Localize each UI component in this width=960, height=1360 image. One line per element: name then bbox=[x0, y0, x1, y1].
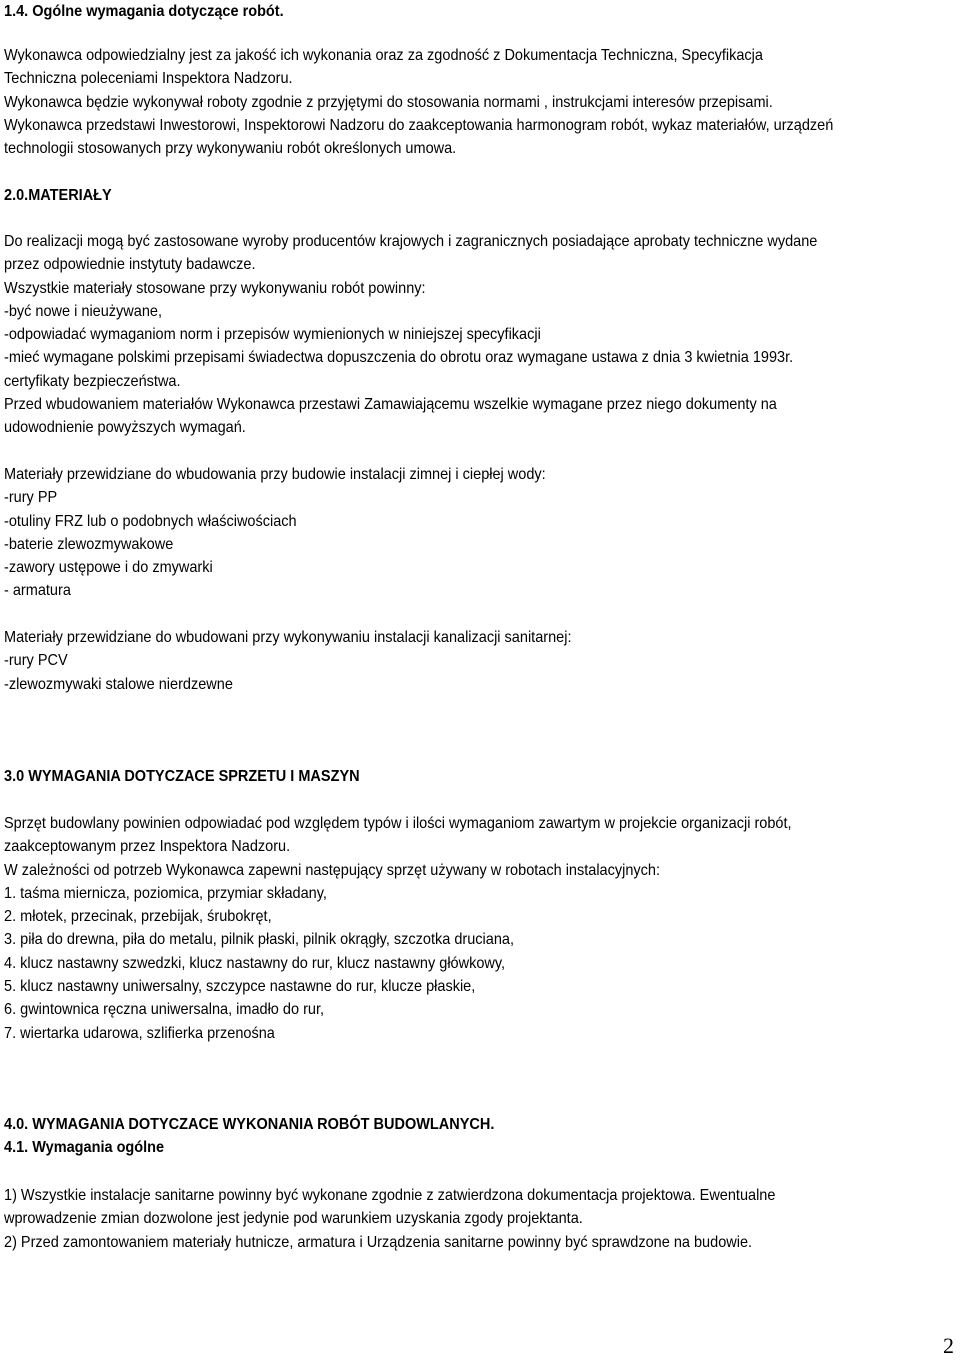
list-item: -rury PCV bbox=[4, 652, 68, 670]
section-2-0 bbox=[4, 184, 956, 207]
paragraph-line: Techniczna poleceniami Inspektora Nadzoru. bbox=[4, 70, 293, 88]
paragraph-line: Wykonawca odpowiedzialny jest za jakość ich wykonania oraz za zgodność z Dokumentacja Techniczna, Specyfikacja bbox=[4, 47, 763, 64]
list-intro: Materiały przewidziane do wbudowani przy wykonywaniu instalacji kanalizacji sanitarnej: bbox=[4, 629, 572, 646]
paragraph-line: Wykonawca będzie wykonywał roboty zgodnie z przyjętymi do stosowania normami , instrukcjami interesów przepisami. bbox=[4, 93, 773, 111]
list-intro: Materiały przewidziane do wbudowania przy budowie instalacji zimnej i ciepłej wody: bbox=[4, 466, 546, 483]
paragraph-line: Sprzęt budowlany powinien odpowiadać pod względem typów i ilości wymaganiom zawartym w projekcie organizacji robót, bbox=[4, 815, 792, 832]
list-item: 1. taśma miernicza, poziomica, przymiar składany, bbox=[4, 884, 327, 902]
list-item: 7. wiertarka udarowa, szlifierka przenośna bbox=[4, 1024, 275, 1042]
subsection-heading: 4.1. Wymagania ogólne bbox=[4, 1139, 165, 1157]
list-item: 2. młotek, przecinak, przebijak, śrubokręt, bbox=[4, 908, 272, 926]
list-item: - armatura bbox=[4, 582, 71, 600]
section-heading: 4.0. WYMAGANIA DOTYCZACE WYKONANIA ROBÓT BUDOWLANYCH. bbox=[4, 1116, 495, 1133]
paragraph-line: W zależności od potrzeb Wykonawca zapewni następujący sprzęt używany w robotach instalacyjnych: bbox=[4, 861, 661, 879]
section-2-0-body bbox=[4, 230, 956, 440]
list-item: -baterie zlewozmywakowe bbox=[4, 535, 174, 553]
section-1-4-body bbox=[4, 44, 956, 160]
paragraph-line: Do realizacji mogą być zastosowane wyroby producentów krajowych i zagranicznych posiadające aprobaty techniczne wydane bbox=[4, 233, 818, 250]
paragraph-line: -mieć wymagane polskimi przepisami świadectwa dopuszczenia do obrotu oraz wymagane ustawa z dnia 3 kwietnia 1993r. bbox=[4, 349, 794, 367]
list-item: -otuliny FRZ lub o podobnych właściwościach bbox=[4, 512, 297, 530]
section-heading: 1.4. Ogólne wymagania dotyczące robót. bbox=[4, 3, 284, 20]
paragraph-line: Wykonawca przedstawi Inwestorowi, Inspektorowi Nadzoru do zaakceptowania harmonogram robót, wykaz materiałów, urządzeń bbox=[4, 116, 834, 134]
list-item: 6. gwintownica ręczna uniwersalna, imadło do rur, bbox=[4, 1001, 325, 1019]
page-number: 2 bbox=[943, 1333, 954, 1358]
paragraph-line: wprowadzenie zmian dozwolone jest jedynie pod warunkiem uzyskania zgody projektanta. bbox=[4, 1210, 583, 1228]
paragraph-line: udowodnienie powyższych wymagań. bbox=[4, 419, 246, 437]
list-item: 3. piła do drewna, piła do metalu, pilnik płaski, pilnik okrągły, szczotka druciana, bbox=[4, 931, 514, 949]
paragraph-line: zaakceptowanym przez Inspektora Nadzoru. bbox=[4, 838, 291, 856]
list-item: 5. klucz nastawny uniwersalny, szczypce nastawne do rur, klucze płaskie, bbox=[4, 978, 476, 996]
paragraph-line: przez odpowiednie instytuty badawcze. bbox=[4, 256, 256, 274]
section-4-0 bbox=[4, 1113, 956, 1160]
section-heading: 3.0 WYMAGANIA DOTYCZACE SPRZETU I MASZYN bbox=[4, 768, 360, 785]
section-3-0-body bbox=[4, 812, 956, 1045]
section-4-0-body bbox=[4, 1184, 956, 1254]
list-item: -zlewozmywaki stalowe nierdzewne bbox=[4, 675, 233, 693]
list-item: -zawory ustępowe i do zmywarki bbox=[4, 559, 213, 577]
section-1-4 bbox=[4, 0, 956, 23]
list-item: 4. klucz nastawny szwedzki, klucz nastawny do rur, klucz nastawny główkowy, bbox=[4, 954, 506, 972]
water-materials-list bbox=[4, 463, 956, 603]
paragraph-line: technologii stosowanych przy wykonywaniu robót określonych umowa. bbox=[4, 140, 457, 158]
paragraph-line: -odpowiadać wymaganiom norm i przepisów wymienionych w niniejszej specyfikacji bbox=[4, 326, 541, 344]
section-heading: 2.0.MATERIAŁY bbox=[4, 187, 112, 204]
sewer-materials-list bbox=[4, 626, 956, 696]
paragraph-line: 1) Wszystkie instalacje sanitarne powinny być wykonane zgodnie z zatwierdzona dokumentacja projektowa. Ewentualne bbox=[4, 1187, 776, 1204]
section-3-0 bbox=[4, 765, 956, 788]
paragraph-line: 2) Przed zamontowaniem materiały hutnicze, armatura i Urządzenia sanitarne powinny być sprawdzone na budowie. bbox=[4, 1233, 753, 1251]
paragraph-line: Przed wbudowaniem materiałów Wykonawca przestawi Zamawiającemu wszelkie wymagane przez niego dokumenty na bbox=[4, 396, 777, 414]
list-item: -rury PP bbox=[4, 489, 58, 507]
paragraph-line: Wszystkie materiały stosowane przy wykonywaniu robót powinny: bbox=[4, 279, 426, 297]
paragraph-line: certyfikaty bezpieczeństwa. bbox=[4, 372, 181, 390]
paragraph-line: -być nowe i nieużywane, bbox=[4, 302, 162, 320]
